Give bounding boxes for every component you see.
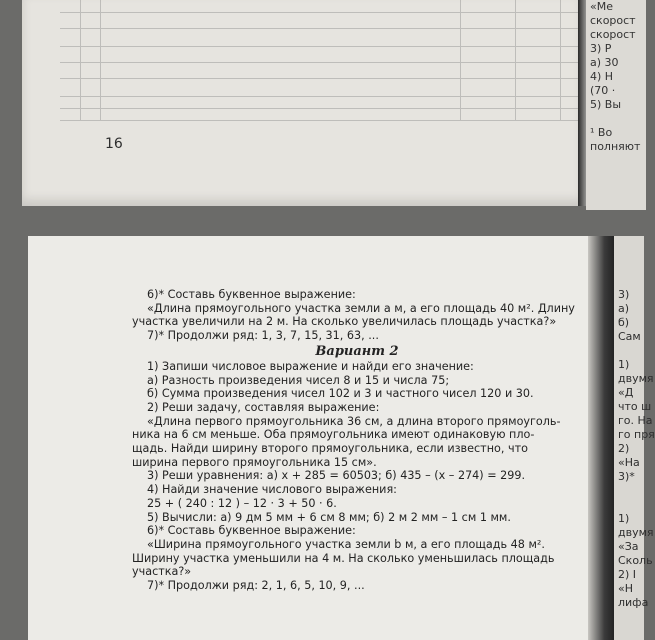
text-line: «Длина первого прямоугольника 36 см, а длина второго прямоуголь- [147,414,561,428]
facing-page-top-fragment: (70 · [590,84,616,97]
text-line: б) Сумма произведения чисел 102 и 3 и частного чисел 120 и 30. [147,387,534,401]
text-line: щадь. Найди ширину второго прямоугольника, если известно, что [132,442,528,456]
facing-page-main-fragment: 3) [618,288,630,301]
facing-page-main-fragment: 2) I [618,568,637,581]
facing-page-main-fragment: 2) [618,442,630,455]
main-page-text [132,288,582,593]
text-line: участка увеличили на 2 м. На сколько увеличилась площадь участка?» [132,315,557,329]
facing-page-top-fragment: «Ме [590,0,613,13]
text-line: «Ширина прямоугольного участка земли b м, а его площадь 48 м². [147,537,545,551]
facing-page-main-fragment: Сколь [618,554,653,567]
text-line: ника на 6 см меньше. Оба прямоугольника имеют одинаковую пло- [132,428,535,442]
facing-page-top-fragment: ¹ Во [590,126,613,139]
text-line: «Длина прямоугольного участка земли a м, а его площадь 40 м². Длину [147,301,575,315]
facing-page-main-fragment: го пря [618,428,655,441]
text-line: участка?» [132,565,192,579]
facing-page-top-fragment [590,112,650,126]
facing-page-top-text [590,0,650,154]
page-number: 16 [105,136,123,152]
facing-page-main-fragment: двумя [618,372,654,385]
facing-page-main-fragment: «Д [618,386,634,399]
facing-page-top-fragment: 4) Н [590,70,614,83]
text-line: 1) Запиши числовое выражение и найди его значение: [147,359,474,373]
variant-title: Вариант 2 [315,343,399,359]
facing-page-main-fragment: «На [618,456,640,469]
text-line: а) Разность произведения чисел 8 и 15 и числа 75; [147,373,450,387]
text-line: ширина первого прямоугольника 15 см». [132,455,377,469]
facing-page-main-fragment: 1) [618,512,630,525]
facing-page-main-fragment: лифа [618,596,649,609]
text-line: 25 + ( 240 : 12 ) – 12 · 3 + 50 · 6. [147,496,337,510]
facing-page-main-fragment [618,344,642,358]
text-line: 6)* Составь буквенное выражение: [147,524,356,538]
facing-page-top-fragment: скорост [590,28,636,41]
facing-page-top-fragment: 3) Р [590,42,612,55]
faded-table [60,0,580,120]
text-line: 6)* Составь буквенное выражение: [147,288,356,301]
facing-page-top-fragment: полняют [590,140,641,153]
facing-page-main-fragment: 1) [618,358,630,371]
text-line: 7)* Продолжи ряд: 1, 3, 7, 15, 31, 63, ... [147,329,379,343]
text-line: 5) Вычисли: а) 9 дм 5 мм + 6 см 8 мм; б) 2 м 2 мм – 1 см 1 мм. [147,510,511,524]
facing-page-top-fragment: скорост [590,14,636,27]
facing-page-main-fragment: 3)* [618,470,635,483]
text-line: 7)* Продолжи ряд: 2, 1, 6, 5, 10, 9, ... [147,579,365,593]
text-line: 4) Найди значение числового выражения: [147,483,397,497]
facing-page-main-fragment [618,484,642,498]
facing-page-top-fragment: 5) Вы [590,98,622,111]
facing-page-main-fragment: Сам [618,330,641,343]
text-line: Ширину участка уменьшили на 4 м. На сколько уменьшилась площадь [132,551,555,565]
facing-page-main-fragment: го. На [618,414,653,427]
facing-page-main-fragment: а) [618,302,630,315]
text-line: 2) Реши задачу, составляя выражение: [147,400,380,414]
text-line: 3) Реши уравнения: а) x + 285 = 60503; б) 435 – (x – 274) = 299. [147,469,526,483]
facing-page-main-fragment: «Н [618,582,634,595]
facing-page-main-fragment: б) [618,316,630,329]
facing-page-main-fragment: двумя [618,526,654,539]
facing-page-main-text [618,288,655,610]
facing-page-main-fragment [618,498,642,512]
facing-page-top-fragment: а) 30 [590,56,619,69]
facing-page-main-fragment: что ш [618,400,652,413]
facing-page-main-fragment: «За [618,540,639,553]
